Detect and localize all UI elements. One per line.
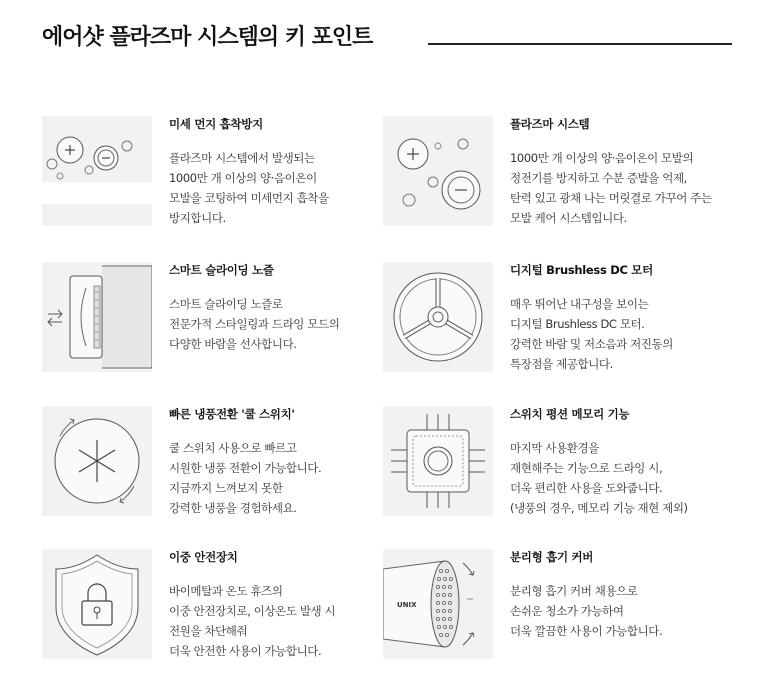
feature-description (169, 148, 389, 228)
description-line: 강력한 바람 및 저소음과 저진동의 (510, 337, 673, 351)
feature-description (510, 148, 730, 228)
feature-memory-function (383, 406, 728, 518)
feature-plasma-system (383, 116, 728, 228)
feature-title: 스마트 슬라이딩 노즐 (169, 263, 274, 277)
description-line: 재현해주는 기능으로 드라잉 시, (510, 461, 663, 475)
description-line: 스마트 슬라이딩 노즐로 (169, 297, 283, 311)
sliding-nozzle-icon (42, 262, 152, 372)
feature-title: 스위치 평션 메모리 기능 (510, 407, 630, 421)
feature-description (169, 438, 389, 518)
feature-dual-safety (42, 549, 387, 661)
feature-bldc-motor (383, 262, 728, 374)
description-line: 강력한 냉풍을 경험하세요. (169, 501, 297, 515)
description-line: 정전기를 방지하고 수분 증발을 억제, (510, 171, 687, 185)
feature-title: 디지털 Brushless DC 모터 (510, 263, 653, 277)
description-line: 전문가적 스타일링과 드라잉 모드의 (169, 317, 340, 331)
feature-description (169, 294, 389, 354)
description-line: 방지합니다. (169, 211, 226, 225)
feature-description (510, 438, 730, 518)
description-line: 더욱 깔끔한 사용이 가능합니다. (510, 624, 663, 638)
description-line: 다양한 바람을 선사합니다. (169, 337, 297, 351)
brand-logo-text: UNIX (397, 601, 417, 609)
description-line: 손쉬운 청소가 가능하여 (510, 604, 624, 618)
description-line: 쿨 스위치 사용으로 빠르고 (169, 441, 297, 455)
description-line: 탄력 있고 광채 나는 머릿결로 가꾸어 주는 (510, 191, 712, 205)
description-line: 플라즈마 시스템에서 발생되는 (169, 151, 315, 165)
title-row (42, 20, 732, 50)
description-line: 시원한 냉풍 전환이 가능합니다. (169, 461, 322, 475)
description-line: 모발 케어 시스템입니다. (510, 211, 627, 225)
feature-title: 이중 안전장치 (169, 550, 238, 564)
bldc-motor-icon (383, 262, 493, 372)
description-line: 디지털 Brushless DC 모터. (510, 317, 645, 331)
intake-cover-icon (383, 549, 493, 659)
feature-intake-cover (383, 549, 728, 661)
description-line: 더욱 편리한 사용을 도와줍니다. (510, 481, 663, 495)
description-line: (냉풍의 경우, 메모리 기능 재현 제외) (510, 501, 688, 515)
ion-bubbles-icon (383, 116, 493, 226)
feature-description (510, 581, 730, 641)
description-line: 바이메탈과 온도 휴즈의 (169, 584, 283, 598)
shield-lock-icon (42, 549, 152, 659)
cool-switch-icon (42, 406, 152, 516)
feature-cool-switch (42, 406, 387, 518)
feature-dust-prevention (42, 116, 387, 228)
feature-title: 빠른 냉풍전환 '쿨 스위치' (169, 407, 295, 421)
title-underline (428, 43, 732, 45)
description-line: 마지막 사용환경을 (510, 441, 599, 455)
feature-smart-sliding-nozzle (42, 262, 387, 374)
memory-chip-icon (383, 406, 493, 516)
feature-title: 미세 먼지 흡착방지 (169, 117, 263, 131)
feature-description (169, 581, 389, 661)
page-title: 에어샷 플라즈마 시스템의 키 포인트 (42, 25, 373, 50)
description-line: 모발을 코팅하여 미세먼지 흡착을 (169, 191, 329, 205)
description-line: 1000만 개 이상의 양·음이온이 모발의 (510, 151, 694, 165)
description-line: 분리형 흡기 커버 채용으로 (510, 584, 638, 598)
description-line: 전원을 차단해줘 (169, 624, 248, 638)
description-line: 이중 안전장치로, 이상온도 발생 시 (169, 604, 336, 618)
description-line: 더욱 안전한 사용이 가능합니다. (169, 644, 322, 658)
description-line: 매우 뛰어난 내구성을 보이는 (510, 297, 649, 311)
plus-minus-bubbles-icon (42, 116, 152, 226)
feature-description (510, 294, 730, 374)
description-line: 특장점을 제공합니다. (510, 357, 613, 371)
description-line: 지금까지 느껴보지 못한 (169, 481, 283, 495)
description-line: 1000만 개 이상의 양·음이온이 (169, 171, 317, 185)
feature-title: 플라즈마 시스템 (510, 117, 590, 131)
feature-title: 분리형 흡기 커버 (510, 550, 594, 564)
